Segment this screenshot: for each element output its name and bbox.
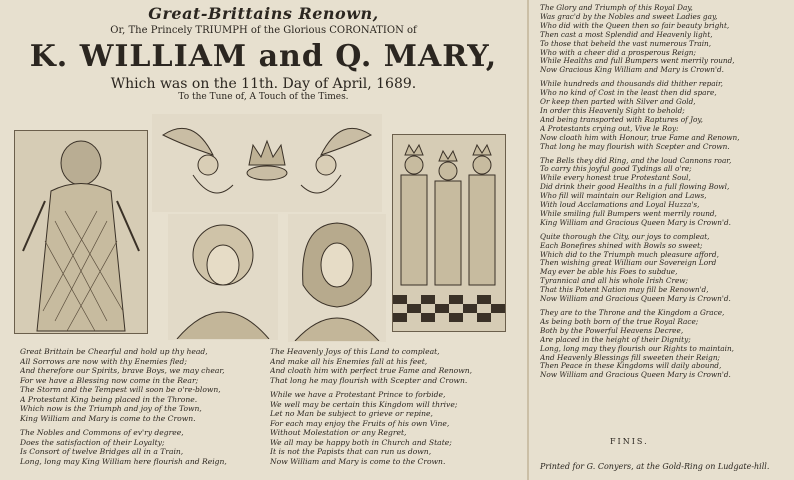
stanza [20, 347, 258, 423]
stanza [20, 428, 258, 466]
verse-line: Was grac'd by the Nobles and sweet Ladies gay, [540, 12, 718, 21]
verse-line: Who did with the Queen then so fair beauty bright, [540, 21, 730, 30]
tune-line: To the Tune of, A Touch of the Times. [178, 92, 349, 102]
verse-line: The Nobles and Commons of ev'ry degree, [20, 428, 184, 437]
verse-line: And being transported with Raptures of Joy, [540, 115, 703, 124]
verse-line: While every honest true Protestant Soul, [540, 174, 691, 183]
verse-line: The Heavenly Joys of this Land to compleat, [270, 347, 440, 356]
verse-line: The Storm and the Tempest will soon be o're-blown, [20, 385, 221, 394]
verse-line: Who fill will maintain our Religion and Laws, [540, 192, 707, 201]
woodcut-cherubs-crown [152, 114, 382, 212]
page-fold [527, 0, 529, 480]
verse-line: Now William and Mary is come to the Crown. [270, 456, 446, 466]
woodcut-three-crowned-figures [392, 134, 506, 332]
verse-line: While Healths and full Bumpers went merrily round, [540, 57, 735, 66]
ballad-title: Great-Brittains Renown, [148, 4, 379, 23]
verse-line: And therefore our Spirits, brave Boys, we may chear, [20, 366, 225, 375]
verse-line: That this Potent Nation may fill be Renown'd, [540, 286, 709, 295]
verse-line: Then cast a most Splendid and Heavenly light, [540, 30, 713, 39]
verse-line: For we have a Blessing now come in the Rear; [20, 375, 199, 385]
verse-line: Then wishing great William our Sovereign Lord [540, 259, 717, 268]
verse-line: While smiling full Bumpers went merrily round, [540, 209, 717, 218]
verse-line: That long he may flourish with Scepter and Crown. [540, 142, 730, 151]
stanza [270, 390, 522, 466]
verse-line: A Protestant King being placed in the Throne. [20, 394, 198, 404]
verse-column-middle [270, 347, 522, 471]
verse-line: In order this Heavenly Sight to behold; [540, 106, 685, 115]
stanza [270, 347, 522, 385]
verse-line: Now Gracious King William and Mary is Crown'd. [540, 66, 724, 75]
verse-line: May ever be able his Foes to subdue, [540, 268, 678, 277]
verse-line: As being both born of the true Royal Race; [540, 317, 699, 326]
verse-line: To those that beheld the vast numerous Train, [540, 39, 712, 48]
verse-line: Who with a cheer did a prosperous Reign; [540, 48, 696, 57]
verse-line: Long, long may King William here flourish and Reign, [20, 456, 227, 466]
verse-line: Now cloath him with Honour, true Fame and Renown, [540, 133, 740, 142]
verse-line: Tyrannical and all his whole Irish Crew; [540, 277, 688, 286]
verse-line: Did drink their good Healths in a full flowing Bowl, [540, 183, 730, 192]
verse-line: Both by the Powerful Heavens Decree, [540, 326, 684, 335]
verse-line: Long, long may they flourish our Rights to maintain, [540, 344, 734, 353]
verse-line: Each Bonefires shined with Bowls so sweet; [540, 241, 703, 250]
verse-line: And cloath him with perfect true Fame and Renown, [270, 366, 473, 375]
verse-line: Now William and Gracious Queen Mary is Crown'd. [540, 295, 731, 304]
verse-line: And Heavenly Blessings fill sweeten their Reign; [540, 353, 720, 362]
verse-line: Is Consort of twelve Bridges all in a Train, [20, 447, 184, 456]
monarchs-names: K. WILLIAM and Q. MARY, [29, 39, 498, 74]
verse-line: Without Molestation or any Regret, [270, 428, 407, 437]
verse-line: Which now is the Triumph and joy of the Town, [20, 404, 202, 413]
verse-line: It is not the Papists that can run us down, [270, 447, 432, 456]
verse-line: Now William and Gracious Queen Mary is Crown'd. [540, 371, 731, 380]
verse-line: Who no kind of Cost in the least then did spare, [540, 89, 717, 98]
stanza [540, 4, 788, 75]
verse-line: For each may enjoy the Fruits of his own Vine, [270, 418, 450, 428]
verse-line: With loud Acclamations and Loyal Huzza's, [540, 201, 700, 210]
woodcut-standing-queen [14, 130, 148, 334]
stanza [540, 157, 788, 228]
verse-line: While hundreds and thousands did thither repair, [540, 80, 723, 89]
finis-mark: FINIS. [610, 437, 649, 446]
coronation-date: Which was on the 11th. Day of April, 1689. [110, 76, 417, 92]
verse-line: While we have a Protestant Prince to forbide, [270, 390, 446, 399]
verse-line: Let no Man be subject to grieve or repine, [270, 409, 433, 418]
stanza [540, 80, 788, 151]
verse-line: Which did to the Triumph much pleasure afford, [540, 250, 719, 259]
printer-imprint: Printed for G. Conyers, at the Gold-Ring on Ludgate-hill. [540, 462, 770, 471]
woodcut-king-portrait [288, 214, 386, 342]
verse-line: King William and Gracious Queen Mary is Crown'd. [540, 218, 731, 227]
verse-line: Then Peace in these Kingdoms will daily abound, [540, 362, 722, 371]
verse-line: That long he may flourish with Scepter and Crown. [270, 375, 468, 385]
verse-line: Does the satisfaction of their Loyalty; [20, 437, 165, 447]
verse-line: We well may be certain this Kingdom will thrive; [270, 399, 458, 409]
verse-line: The Glory and Triumph of this Royal Day, [540, 4, 693, 12]
verse-line: Are placed in the height of their Dignity; [540, 335, 691, 344]
stanza [540, 309, 788, 380]
verse-line: We all may be happy both in Church and State; [270, 437, 452, 447]
verse-column-right [540, 4, 788, 385]
verse-line: Or keep then parted with Silver and Gold, [540, 98, 696, 107]
verse-line: The Bells they did Ring, and the loud Cannons roar, [540, 156, 732, 165]
verse-line: Quite thorough the City, our joys to compleat, [540, 232, 710, 241]
header [0, 4, 527, 102]
verse-line: They are to the Throne and the Kingdom a Grace, [540, 309, 725, 317]
stanza [540, 233, 788, 304]
verse-line: King William and Mary is come to the Crown. [20, 413, 196, 423]
verse-line: To carry this joyful good Tydings all o're; [540, 165, 692, 174]
verse-line: Great Brittain be Chearful and hold up thy head, [20, 347, 208, 356]
verse-line: A Protestants crying out, Vive le Roy: [540, 124, 679, 133]
verse-column-left [20, 347, 258, 471]
woodcut-queen-portrait [168, 214, 278, 340]
verse-line: All Sorrows are now with thy Enemies fled; [20, 356, 187, 366]
verse-line: And make all his Enemies fall at his feet, [270, 356, 428, 366]
ballad-subtitle: Or, The Princely TRIUMPH of the Glorious CORONATION of [110, 25, 417, 36]
